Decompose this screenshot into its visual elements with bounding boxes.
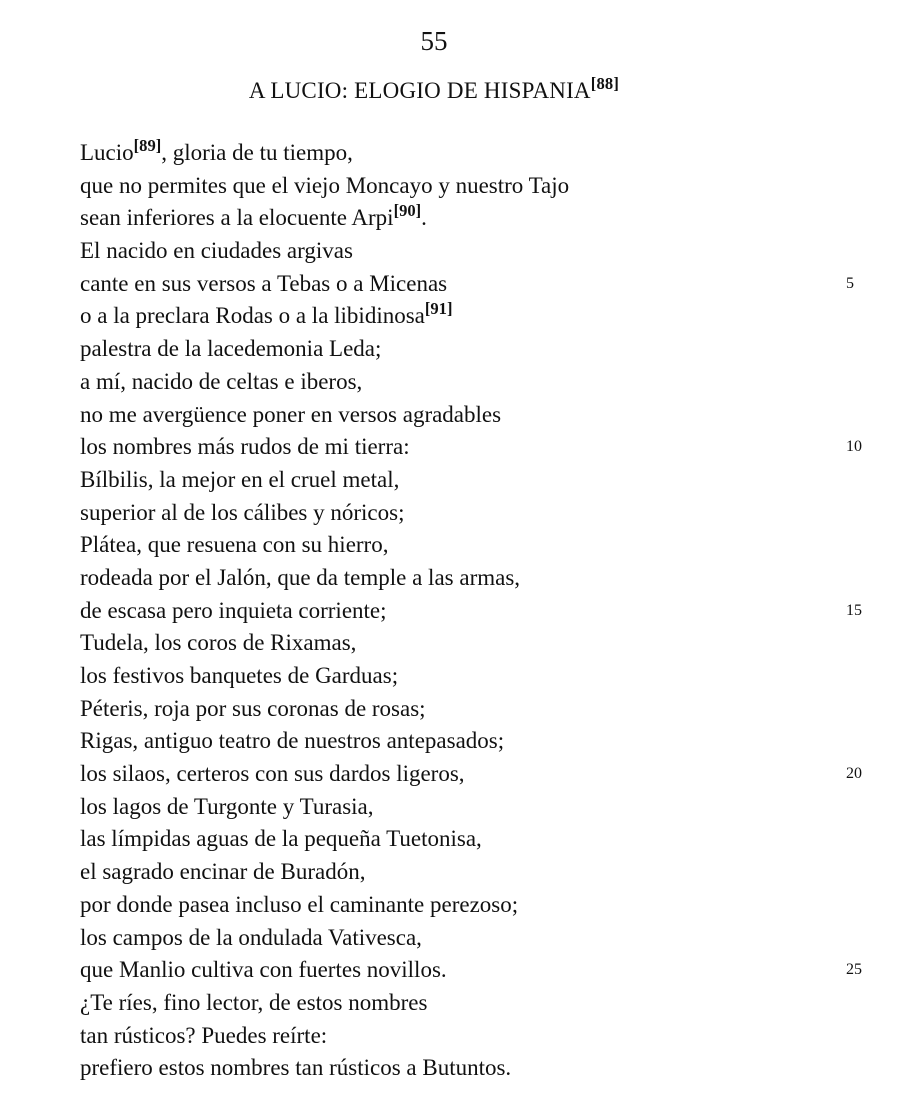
verse-text: los nombres más rudos de mi tierra: — [80, 434, 410, 460]
verse-line-number: 25 — [846, 961, 862, 979]
poem-title — [0, 73, 868, 106]
verse-text: ¿Te ríes, fino lector, de estos nombres — [80, 989, 428, 1015]
verse-text: que Manlio cultiva con fuertes novillos. — [80, 957, 447, 983]
verse-line — [80, 987, 860, 1020]
footnote-reference[interactable]: [89] — [133, 135, 162, 155]
verse-line — [80, 922, 860, 955]
verse-text: los lagos de Turgonte y Turasia, — [80, 793, 374, 819]
verse-line — [80, 431, 860, 464]
verse-line-number: 5 — [846, 274, 854, 292]
poem-number: 55 — [420, 26, 448, 56]
verse-line — [80, 758, 860, 791]
verse-text: Lucio — [80, 140, 134, 165]
verse-text: El nacido en ciudades argivas — [80, 238, 353, 264]
verse-line — [80, 791, 860, 824]
verse-text: Péteris, roja por sus coronas de rosas; — [80, 695, 426, 721]
verse-line — [80, 693, 860, 726]
verse-text: el sagrado encinar de Buradón, — [80, 859, 366, 885]
verse-line — [80, 464, 860, 497]
verse-text: . — [421, 205, 427, 231]
verse-line — [80, 170, 860, 203]
footnote-reference[interactable]: [88] — [590, 73, 620, 93]
verse-text: cante en sus versos a Tebas o a Micenas — [80, 270, 448, 296]
verse-text: Rigas, antiguo teatro de nuestros antepasados; — [80, 728, 505, 754]
verse-text: los festivos banquetes de Garduas; — [80, 663, 399, 688]
verse-line — [80, 202, 860, 235]
verse-line — [80, 137, 860, 170]
verse-line — [80, 300, 860, 333]
verse-line — [80, 366, 860, 399]
verse-line — [80, 954, 860, 987]
verse-line-number: 15 — [846, 601, 862, 619]
verse-line — [80, 725, 860, 758]
verse-line — [80, 235, 860, 268]
verse-text: las límpidas aguas de la pequeña Tuetonisa, — [80, 826, 482, 852]
verse-line — [80, 497, 860, 530]
verse-text: Bílbilis, la mejor en el cruel metal, — [80, 466, 400, 492]
verse-text: superior al de los cálibes y nóricos; — [80, 499, 405, 525]
verse-line — [80, 1052, 860, 1085]
verse-line — [80, 1020, 860, 1053]
verse-text: por donde pasea incluso el caminante perezoso; — [80, 891, 519, 917]
verse-line-number: 10 — [846, 438, 862, 456]
poem-title-text: A LUCIO: ELOGIO DE HISPANIA — [248, 78, 591, 103]
verse-text: sean inferiores a la elocuente Arpi — [80, 205, 394, 231]
verse-text: los silaos, certeros con sus dardos ligeros, — [80, 761, 465, 787]
verse-line — [80, 660, 860, 693]
verse-text: Tudela, los coros de Rixamas, — [80, 630, 357, 656]
verse-text: , gloria de tu tiempo, — [161, 140, 353, 165]
verse-text: que no permites que el viejo Moncayo y nuestro Tajo — [80, 172, 570, 198]
verse-line — [80, 268, 860, 301]
verse-line — [80, 333, 860, 366]
verse-text: de escasa pero inquieta corriente; — [80, 597, 387, 623]
verse-text: a mí, nacido de celtas e iberos, — [80, 368, 363, 394]
verse-text: prefiero estos nombres tan rústicos a Butuntos. — [80, 1055, 512, 1081]
verse-line — [80, 529, 860, 562]
verse-text: tan rústicos? Puedes reírte: — [80, 1022, 328, 1048]
verse-line — [80, 399, 860, 432]
verse-text: rodeada por el Jalón, que da temple a las armas, — [80, 564, 521, 590]
footnote-reference[interactable]: [90] — [393, 201, 422, 221]
verse-text: o a la preclara Rodas o a la libidinosa — [80, 303, 425, 329]
verse-text: palestra de la lacedemonia Leda; — [80, 336, 382, 362]
verse-line — [80, 627, 860, 660]
verse-line — [80, 856, 860, 889]
verse-line-number: 20 — [846, 765, 862, 783]
verse-line — [80, 595, 860, 628]
verse-text: no me avergüence poner en versos agradables — [80, 401, 502, 427]
verse-line — [80, 823, 860, 856]
verse-line — [80, 562, 860, 595]
footnote-reference[interactable]: [91] — [424, 299, 453, 319]
verse-text: los campos de la ondulada Vativesca, — [80, 924, 422, 950]
verse-text: Plátea, que resuena con su hierro, — [80, 532, 389, 558]
verse-line — [80, 889, 860, 922]
poem-verses — [80, 137, 860, 1085]
